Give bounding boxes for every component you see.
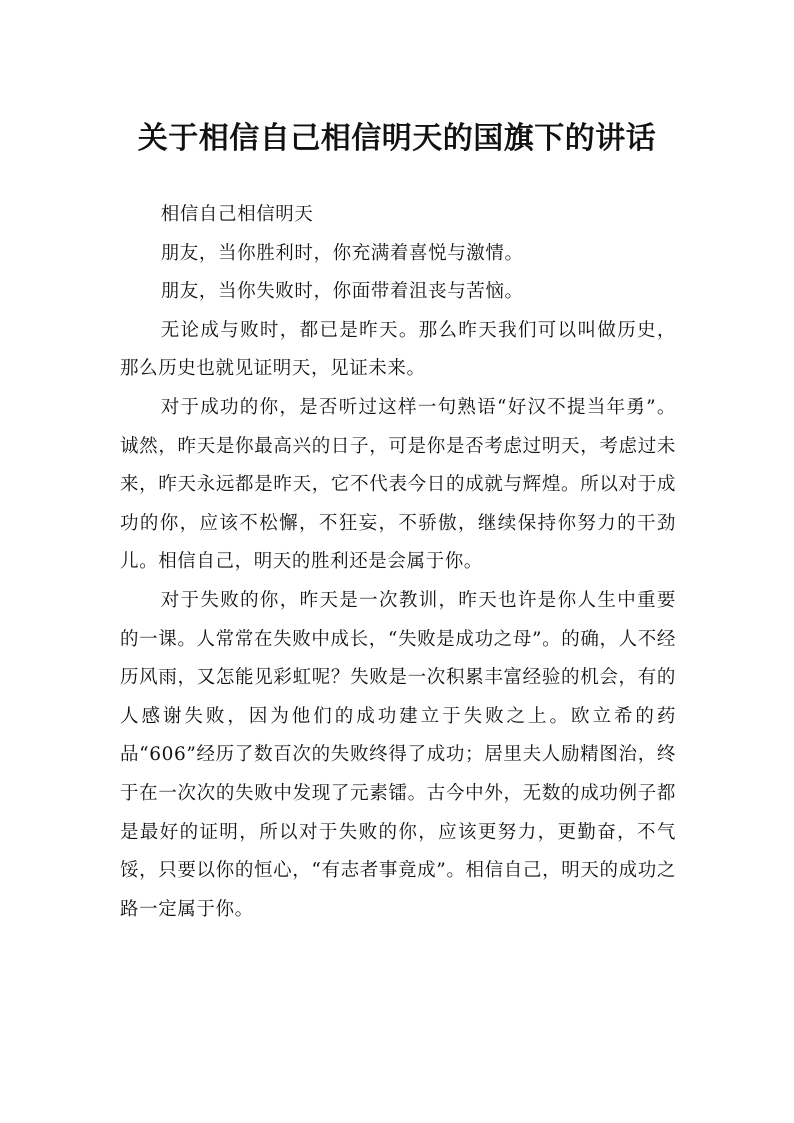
document-title: 关于相信自己相信明天的国旗下的讲话: [137, 121, 657, 157]
paragraph: 朋友，当你胜利时，你充满着喜悦与激情。: [160, 242, 524, 264]
document-body: [120, 196, 676, 929]
paragraph: 朋友，当你失败时，你面带着沮丧与苦恼。: [160, 281, 524, 303]
paragraph: 无论成与败时，都已是昨天。那么昨天我们可以叫做历史，那么历史也就见证明天，见证未来。: [120, 319, 676, 380]
paragraph: 对于失败的你，昨天是一次教训，昨天也许是你人生中重要的一课。人常常在失败中成长，“失败是成功之母”。的确，人不经历风雨，又怎能见彩虹呢？失败是一次积累丰富经验的机会，有的人感谢失败，因为他们的成功建立于失败之上。欧立希的药品“606”经历了数百次的失败终得了成功；居里夫人励精图治，终于在一次次的失败中发现了元素镭。古今中外，无数的成功例子都是最好的证明，所以对于失败的你，应该更努力，更勤奋，不气馁，只要以你的恒心，“有志者事竟成”。相信自己，明天的成功之路一定属于你。: [120, 589, 676, 920]
paragraph: 对于成功的你，是否听过这样一句熟语“好汉不提当年勇”。诚然，昨天是你最高兴的日子，可是你是否考虑过明天，考虑过未来，昨天永远都是昨天，它不代表今日的成就与辉煌。所以对于成功的你，应该不松懈，不狂妄，不骄傲，继续保持你努力的干劲儿。相信自己，明天的胜利还是会属于你。: [120, 396, 676, 573]
paragraph-subtitle: 相信自己相信明天: [160, 204, 314, 225]
